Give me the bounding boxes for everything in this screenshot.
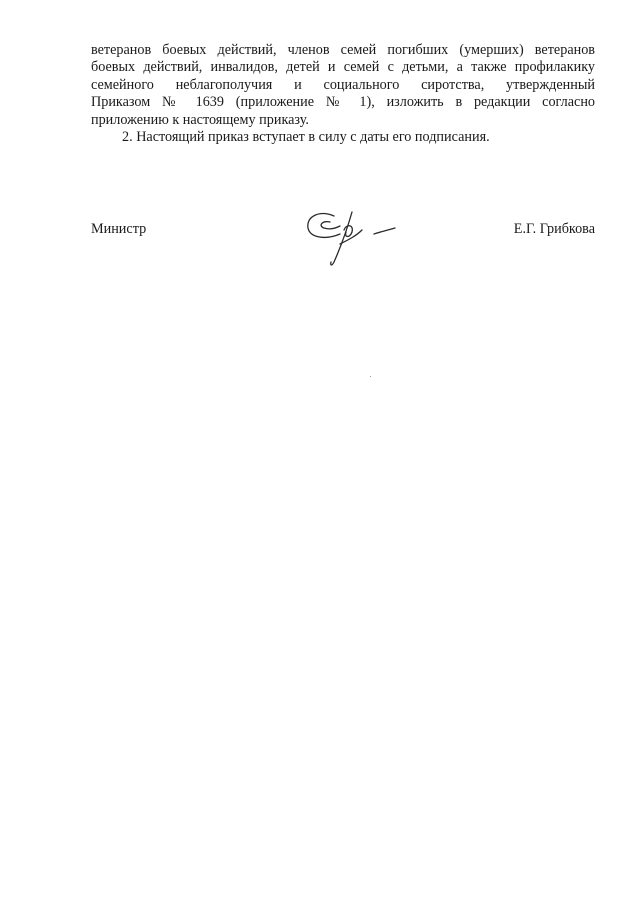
paragraph-line: боевых действий, инвалидов, детей и семей с детьми, а также профилакику (91, 59, 595, 76)
document-body (91, 42, 595, 146)
paragraph-line: приложению к настоящему приказу. (91, 111, 309, 128)
paragraph-line: ветеранов боевых действий, членов семей погибших (умерших) ветеранов (91, 42, 595, 58)
scan-speck (370, 376, 371, 377)
position-title: Министр (91, 221, 147, 237)
clause-2: 2. Настоящий приказ вступает в силу с даты его подписания. (122, 128, 490, 145)
handwritten-signature-icon (300, 200, 400, 272)
paragraph-line: Приказом № 1639 (приложение № 1), изложить в редакции согласно (91, 94, 595, 111)
signer-name: Е.Г. Грибкова (513, 221, 595, 237)
paragraph-line: семейного неблагополучия и социального сиротства, утвержденный (91, 76, 595, 93)
